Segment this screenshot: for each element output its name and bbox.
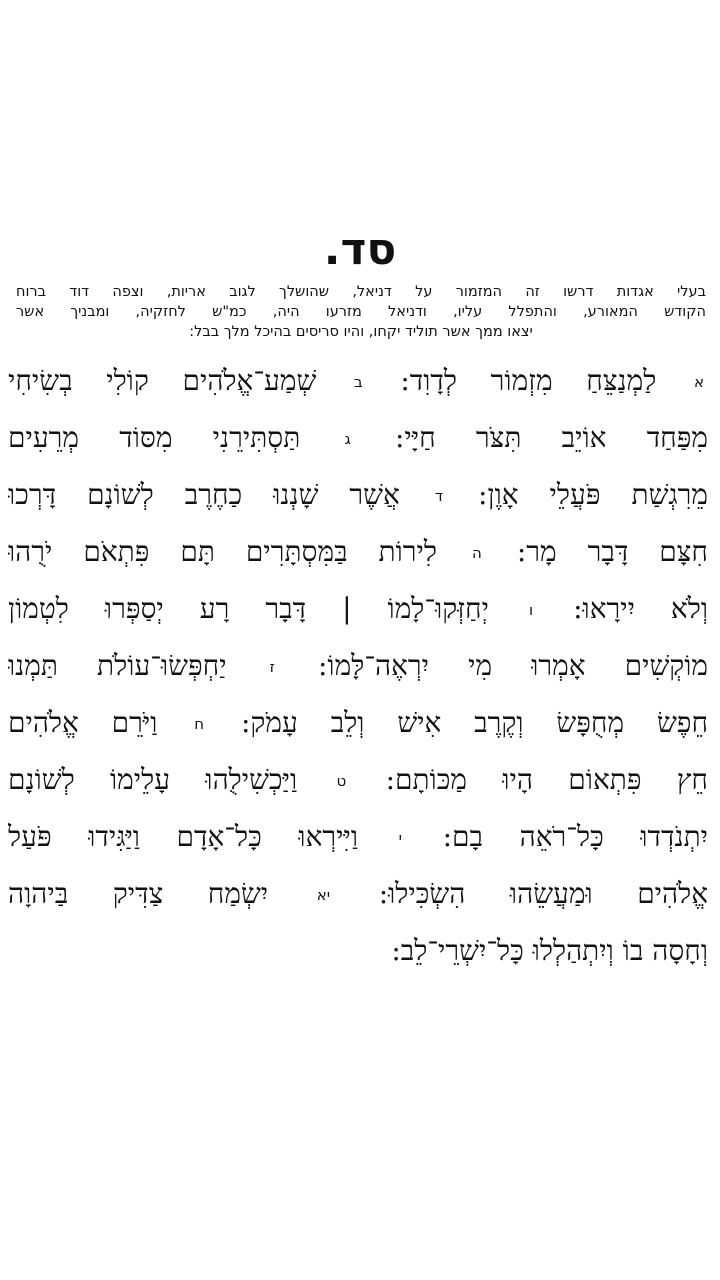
psalm-line xyxy=(8,352,708,409)
verse-text: יִשְׂמַח צַדִּיק בַּיהוָה xyxy=(8,877,269,910)
intro-line: בעלי אגדות דרשו זה המזמור על דניאל, שהושלך לגוב אריות, וצפה דוד ברוח xyxy=(16,284,706,300)
verse-text: וַיֹּרֵם אֱלֹהִים xyxy=(8,706,158,739)
verse-text: חִצָּם דָּבָר מָר: xyxy=(516,535,708,568)
verse-text: חֵפֶשׂ מְחֻפָּשׂ וְקֶרֶב אִישׁ וְלֵב עָמֹק: xyxy=(240,706,708,739)
verse-number: י xyxy=(398,829,402,847)
verse-number: ב xyxy=(354,373,363,391)
psalm-line xyxy=(8,694,708,751)
verse-number: ד xyxy=(434,487,444,505)
verse-text: תַּסְתִּירֵנִי מִסּוֹד מְרֵעִים xyxy=(8,421,301,454)
verse-text: וַיַּכְשִׁילֻהוּ עָלֵימוֹ לְשׁוֹנָם xyxy=(8,763,298,796)
verse-text: מִפַּחַד אוֹיֵב תִּצֹּר חַיָּי: xyxy=(394,421,708,454)
intro-line: הקודש המאורע, והתפלל עליו, ודניאל מזרעו היה, כמ"ש לחזקיה, ומבניך אשר xyxy=(16,304,706,320)
chapter-title: סד. xyxy=(323,224,397,275)
verse-text: לַמְנַצֵּחַ מִזְמוֹר לְדָוִד: xyxy=(400,364,657,397)
verse-text: אֲשֶׁר שָׁנְנוּ כַחֶרֶב לְשׁוֹנָם דָּרְכוּ xyxy=(8,478,400,511)
verse-text: יִתְנֹדְדוּ כָּל־רֹאֵה בָם: xyxy=(442,820,708,853)
psalm-line xyxy=(8,751,708,808)
verse-number: א xyxy=(693,373,705,391)
psalm-line xyxy=(8,580,708,637)
verse-text: וְלֹא יִירָאוּ: xyxy=(573,592,708,625)
psalm-line xyxy=(8,808,708,865)
verse-number: ח xyxy=(194,715,205,733)
psalm-line xyxy=(8,637,708,694)
psalm-line xyxy=(8,523,708,580)
verse-number: ז xyxy=(269,658,275,676)
verse-text: שְׁמַע־אֱלֹהִים קוֹלִי בְשִׂיחִי xyxy=(8,364,317,397)
verse-number: ו xyxy=(528,601,534,619)
verse-number: ט xyxy=(336,772,347,790)
verse-text: וַיִּירְאוּ כָּל־אָדָם וַיַּגִּידוּ פֹּעַל xyxy=(8,820,358,853)
verse-number: יא xyxy=(316,886,331,904)
psalm-line xyxy=(8,466,708,523)
intro-commentary xyxy=(16,282,706,342)
verse-text: יַחְפְּשׂוּ־עוֹלֹת תַּמְנוּ xyxy=(8,649,227,682)
verse-text: לִירוֹת בַּמִּסְתָּרִים תָּם פִּתְאֹם יֹרֻהוּ xyxy=(8,535,437,568)
verse-number: ה xyxy=(472,544,482,562)
psalm-line xyxy=(8,922,708,979)
intro-line: יצאו ממך אשר תוליד יקחו, והיו סריסים בהיכל מלך בבל: xyxy=(189,324,533,340)
verse-text: וְחָסָה בוֹ וְיִתְהַלְלוּ כָּל־יִשְׁרֵי־לֵב: xyxy=(391,934,708,967)
verse-text: מֵרִגְשַׁת פֹּעֲלֵי אָוֶן: xyxy=(478,478,708,511)
verse-text: מוֹקְשִׁים אָמְרוּ מִי יִרְאֶה־לָּמוֹ: xyxy=(318,649,708,682)
verse-number: ג xyxy=(344,430,351,448)
verse-text: יְחַזְּקוּ־לָמוֹ | דָּבָר רָע יְסַפְּרוּ לִטְמוֹן xyxy=(8,592,489,625)
psalm-line xyxy=(8,409,708,466)
verse-text: אֱלֹהִים וּמַעֲשֵׂהוּ הִשְׂכִּילוּ: xyxy=(378,877,708,910)
psalm-text xyxy=(8,352,708,979)
psalm-line xyxy=(8,865,708,922)
verse-text: חֵץ פִּתְאוֹם הָיוּ מַכּוֹתָם: xyxy=(385,763,708,796)
